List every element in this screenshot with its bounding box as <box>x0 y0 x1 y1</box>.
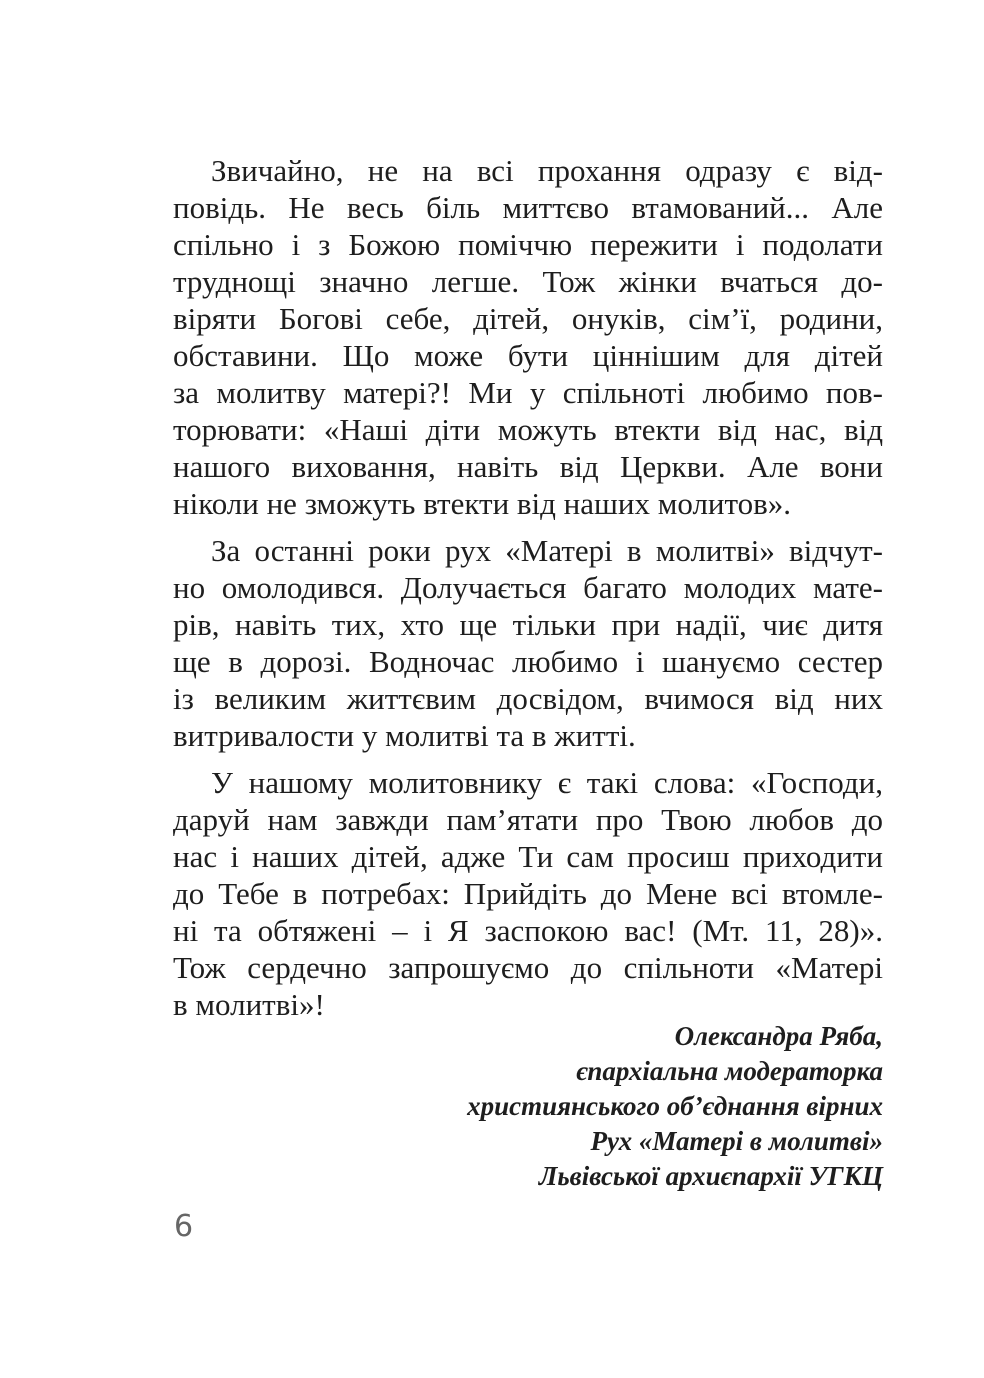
paragraph-1 <box>173 152 883 522</box>
author-title: єпархіальна модераторка <box>576 1056 883 1086</box>
text-line: даруй нам завжди пам’ятати про Твою любов до <box>173 802 883 837</box>
text-line: торювати: «Наші діти можуть втекти від нас, від <box>173 412 883 447</box>
text-line: труднощі значно легше. Тож жінки вчаться до- <box>173 264 883 299</box>
text-line: рів, навіть тих, хто ще тільки при надії, чиє дитя <box>173 607 883 642</box>
text-line: У нашому молитовнику є такі слова: «Господи, <box>211 765 883 800</box>
text-line: но омолодився. Долучається багато молодих мате- <box>173 570 883 605</box>
text-line: повідь. Не весь біль миттєво втамований... Але <box>173 190 883 225</box>
text-line: витривалости у молитві та в житті. <box>173 718 636 753</box>
text-line: ще в дорозі. Водночас любимо і шануємо сестер <box>173 644 883 679</box>
body-text <box>173 152 883 1033</box>
text-line: віряти Богові себе, дітей, онуків, сім’ї, родини, <box>173 301 883 336</box>
text-line: із великим життєвим досвідом, вчимося від них <box>173 681 883 716</box>
text-line: ні та обтяжені – і Я заспокою вас! (Мт. 11, 28)». <box>173 913 883 948</box>
text-line: в молитві»! <box>173 987 325 1022</box>
paragraph-3 <box>173 764 883 1023</box>
text-line: обставини. Що може бути ціннішим для дітей <box>173 338 883 373</box>
author-title: християнського об’єднання вірних <box>467 1091 883 1121</box>
text-line: Тож сердечно запрошуємо до спільноти «Матері <box>173 950 883 985</box>
text-line: ніколи не зможуть втекти від наших молитов». <box>173 486 792 521</box>
paragraph-2 <box>173 532 883 754</box>
text-line: до Тебе в потребах: Прийдіть до Мене всі втомле- <box>173 876 883 911</box>
author-title: Рух «Матері в молитві» <box>590 1126 883 1156</box>
author-signature <box>283 1019 883 1194</box>
text-line: Звичайно, не на всі прохання одразу є від- <box>211 153 883 188</box>
text-line: нашого виховання, навіть від Церкви. Але вони <box>173 449 883 484</box>
page-number: 6 <box>174 1209 194 1244</box>
text-line: за молитву матері?! Ми у спільноті любимо пов- <box>173 375 883 410</box>
text-line: спільно і з Божою поміччю пережити і подолати <box>173 227 883 262</box>
text-line: нас і наших дітей, адже Ти сам просиш приходити <box>173 839 883 874</box>
author-name: Олександра Ряба, <box>674 1021 883 1051</box>
author-title: Львівської архиєпархії УГКЦ <box>538 1161 883 1191</box>
text-line: За останні роки рух «Матері в молитві» відчут- <box>211 533 883 568</box>
